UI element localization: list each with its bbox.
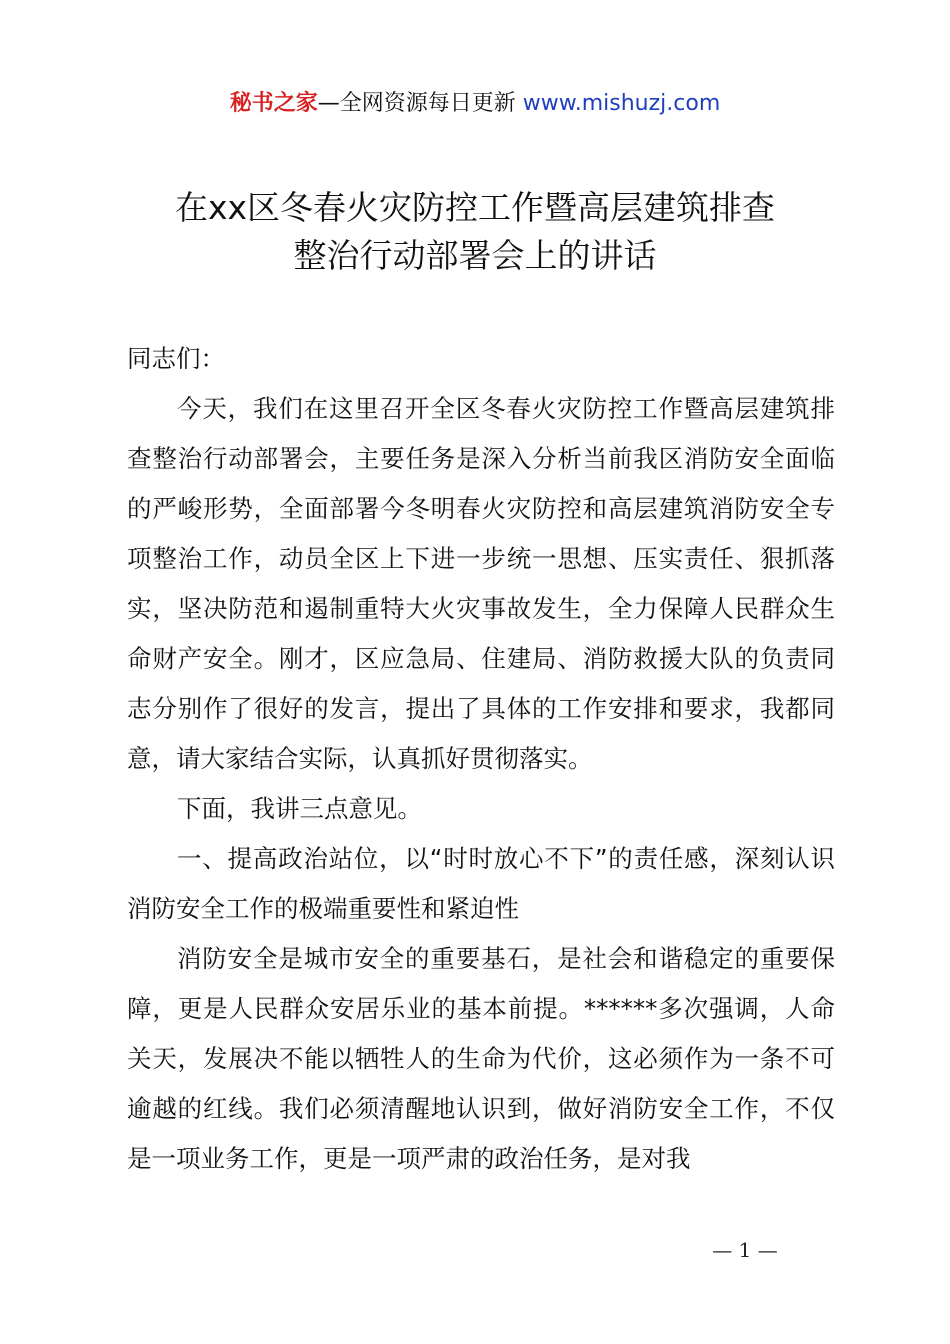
brand-name: 秘书之家: [229, 91, 318, 116]
document-body: [127, 334, 835, 1184]
document-title: [60, 184, 890, 280]
page-number: — 1 —: [712, 1238, 778, 1262]
site-header: [0, 88, 950, 120]
header-tagline: —全网资源每日更新: [317, 91, 523, 116]
section-heading-1: 一、提高政治站位，以“时时放心不下”的责任感，深刻认识消防安全工作的极端重要性和紧迫性: [127, 844, 835, 923]
greeting: 同志们：: [127, 344, 225, 373]
title-line-2: 整治行动部署会上的讲话: [293, 236, 657, 275]
paragraph-section-1: 消防安全是城市安全的重要基石，是社会和谐稳定的重要保障，更是人民群众安居乐业的基本前提。******多次强调，人命关天，发展决不能以牺牲人的生命为代价，这必须作为一条不可逾越的红线。我们必须清醒地认识到，做好消防安全工作，不仅是一项业务工作，更是一项严肃的政治任务，是对我: [127, 944, 835, 1173]
title-line-1: 在xx区冬春火灾防控工作暨高层建筑排查: [174, 188, 776, 227]
paragraph-intro: 今天，我们在这里召开全区冬春火灾防控工作暨高层建筑排查整治行动部署会，主要任务是深入分析当前我区消防安全面临的严峻形势，全面部署今冬明春火灾防控和高层建筑消防安全专项整治工作，动员全区上下进一步统一思想、压实责任、狠抓落实，坚决防范和遏制重特大火灾事故发生，全力保障人民群众生命财产安全。刚才，区应急局、住建局、消防救援大队的负责同志分别作了很好的发言，提出了具体的工作安排和要求，我都同意，请大家结合实际，认真抓好贯彻落实。: [127, 394, 835, 773]
site-url-link[interactable]: www.mishuzj.com: [522, 91, 721, 116]
paragraph-outline: 下面，我讲三点意见。: [177, 794, 422, 823]
